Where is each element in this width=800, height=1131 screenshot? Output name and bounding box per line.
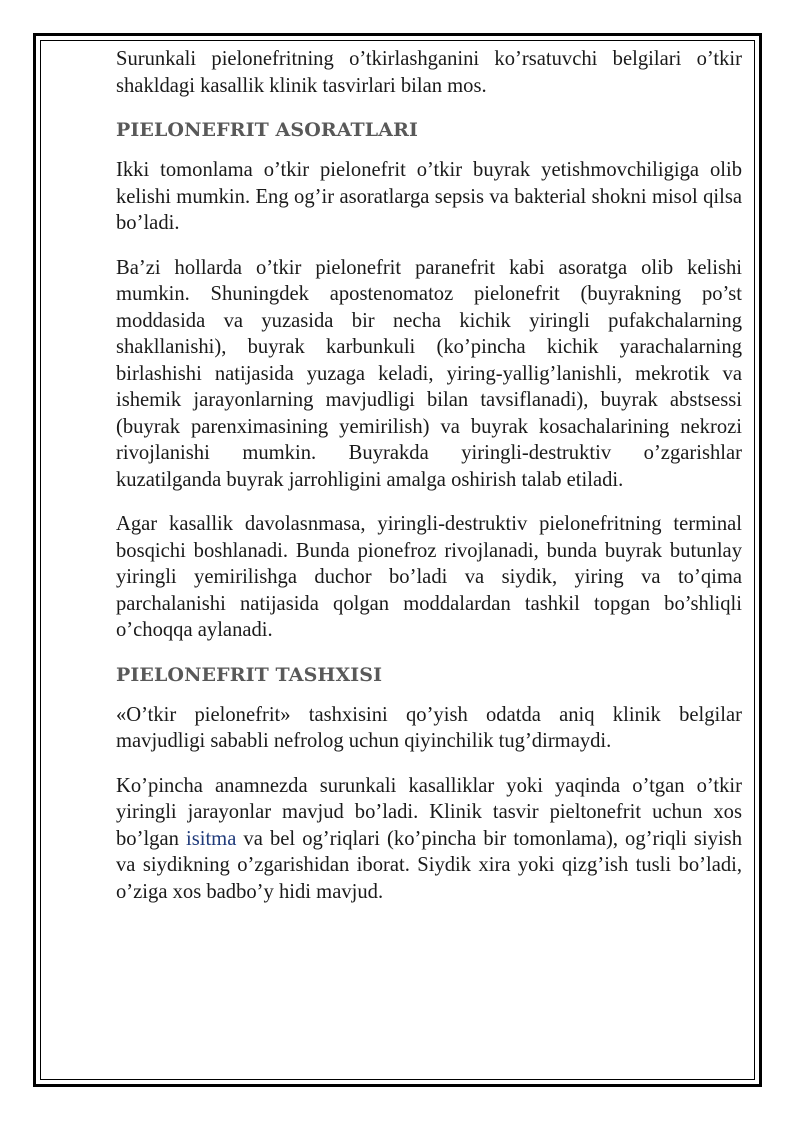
isitma-link[interactable]: isitma (186, 827, 237, 850)
paragraph-asoratlar-2: Ba’zi hollarda o’tkir pielonefrit paranefrit kabi asoratga olib kelishi mumkin. Shuningdek apostenomatoz pielonefrit (buyrakning po’st moddasida va yuzasida bir necha kichik yiringli pufakchalarning shakllanishi), buyrak karbunkuli (ko’pincha kichik yarachalarning birlashishi natijasida yuzaga keladi, yiring-yallig’lanishli, mekrotik va ishemik jarayonlarning mavjudligi bilan tavsiflanadi), buyrak abstsessi (buyrak parenximasining yemirilish) va buyrak kosachalarining nekrozi rivojlanishi mumkin. Buyrakda yiringli-destruktiv o’zgarishlar kuzatilganda buyrak jarrohligini amalga oshirish talab etiladi. (116, 256, 742, 491)
section-heading-tashxisi: PIELONEFRIT TASHXISI (116, 663, 383, 686)
section-heading-asoratlari: PIELONEFRIT ASORATLARI (116, 119, 418, 141)
paragraph-tashxis-2 (116, 773, 742, 906)
document-body (116, 46, 742, 923)
paragraph-asoratlar-3: Agar kasallik davolasnmasa, yiringli-destruktiv pielonefritning terminal bosqichi boshlanadi. Bunda pionefroz rivojlanadi, bunda buyrak butunlay yiringli yemirilishga duchor bo’ladi va siydik, yiring va to’qima parchalanishi natijasida qolgan moddalardan tashkil topgan bo’shliqli o’choqqa aylanadi. (116, 513, 742, 641)
paragraph-tashxis-2-start: Ko’pincha anamnezda surunkali kasalliklar yoki yaqinda o’tgan o’tkir yiringli jarayonlar mavjud bo’ladi. Klinik tasvir pieltonefrit uchun xos bo’lgan (116, 774, 742, 850)
paragraph-tashxis-1: «O’tkir pielonefrit» tashxisini qo’yish odatda aniq klinik belgilar mavjudligi sababli nefrolog uchun qiyinchilik tug’dirmaydi. (116, 703, 742, 752)
paragraph-tashxis-2-end: va bel og’riqlari (ko’pincha bir tomonlama), og’riqli siyish va siydikning o’zgarishidan iborat. Siydik xira yoki qizg’ish tusli bo’ladi, o’ziga xos badbo’y hidi mavjud. (116, 827, 742, 903)
intro-paragraph: Surunkali pielonefritning o’tkirlashganini ko’rsatuvchi belgilari o’tkir shakldagi kasallik klinik tasvirlari bilan mos. (116, 48, 742, 97)
paragraph-asoratlar-1: Ikki tomonlama o’tkir pielonefrit o’tkir buyrak yetishmovchiligiga olib kelishi mumkin. Eng og’ir asoratlarga sepsis va bakterial shokni misol qilsa bo’ladi. (116, 159, 742, 234)
